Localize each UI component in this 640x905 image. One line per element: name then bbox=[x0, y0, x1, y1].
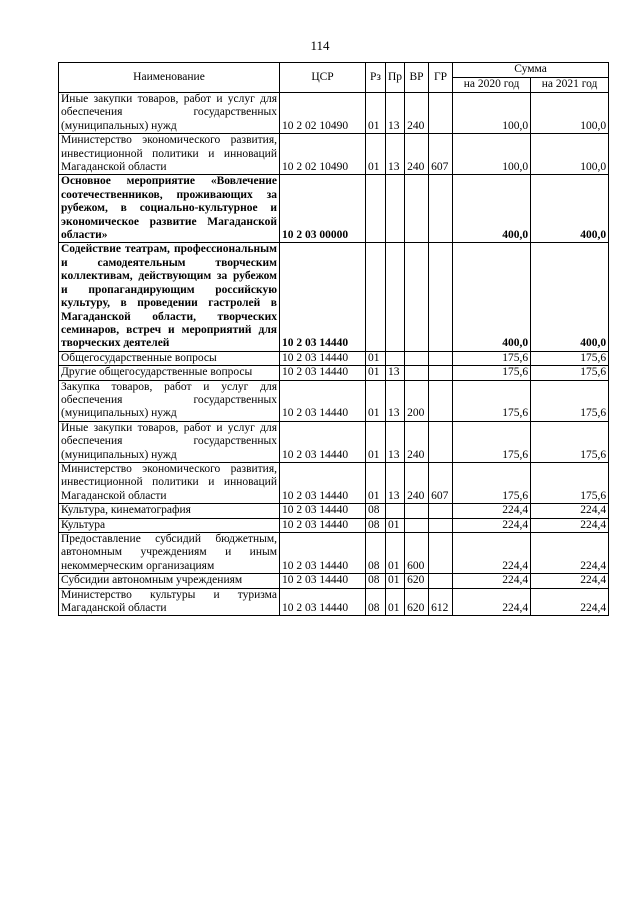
cell-rz: 08 bbox=[366, 574, 386, 588]
cell-name: Предоставление субсидий бюджетным, автономным учреждениям и иным некоммерческим организациям bbox=[59, 533, 280, 574]
cell-vr: 200 bbox=[405, 380, 429, 421]
cell-pr: 13 bbox=[386, 134, 405, 175]
cell-gr bbox=[429, 366, 453, 380]
cell-gr bbox=[429, 380, 453, 421]
cell-csr: 10 2 03 14440 bbox=[280, 504, 366, 518]
page-number: 114 bbox=[310, 38, 330, 53]
cell-vr bbox=[405, 243, 429, 351]
cell-rz: 08 bbox=[366, 518, 386, 532]
cell-csr: 10 2 03 14440 bbox=[280, 366, 366, 380]
cell-sum-2020: 224,4 bbox=[453, 518, 531, 532]
cell-sum-2021: 175,6 bbox=[531, 462, 609, 503]
cell-pr: 01 bbox=[386, 588, 405, 616]
cell-sum-2020: 400,0 bbox=[453, 243, 531, 351]
cell-sum-2021: 400,0 bbox=[531, 243, 609, 351]
cell-csr: 10 2 03 14440 bbox=[280, 421, 366, 462]
table-body bbox=[59, 93, 609, 616]
cell-csr: 10 2 03 14440 bbox=[280, 351, 366, 365]
cell-pr: 01 bbox=[386, 533, 405, 574]
cell-gr: 607 bbox=[429, 134, 453, 175]
cell-gr bbox=[429, 574, 453, 588]
header-gr: ГР bbox=[429, 63, 453, 93]
cell-name: Субсидии автономным учреждениям bbox=[59, 574, 280, 588]
cell-vr: 620 bbox=[405, 574, 429, 588]
cell-sum-2020: 175,6 bbox=[453, 421, 531, 462]
cell-csr: 10 2 03 14440 bbox=[280, 380, 366, 421]
cell-pr: 13 bbox=[386, 380, 405, 421]
cell-gr: 612 bbox=[429, 588, 453, 616]
cell-csr: 10 2 03 14440 bbox=[280, 462, 366, 503]
cell-gr bbox=[429, 518, 453, 532]
cell-rz bbox=[366, 175, 386, 243]
cell-vr: 240 bbox=[405, 421, 429, 462]
header-csr: ЦСР bbox=[280, 63, 366, 93]
cell-sum-2021: 175,6 bbox=[531, 366, 609, 380]
cell-name: Общегосударственные вопросы bbox=[59, 351, 280, 365]
cell-vr: 240 bbox=[405, 134, 429, 175]
header-vr: ВР bbox=[405, 63, 429, 93]
cell-pr bbox=[386, 504, 405, 518]
table-row bbox=[59, 533, 609, 574]
cell-vr bbox=[405, 518, 429, 532]
cell-vr: 600 bbox=[405, 533, 429, 574]
cell-name: Культура, кинематография bbox=[59, 504, 280, 518]
cell-sum-2021: 224,4 bbox=[531, 504, 609, 518]
cell-pr bbox=[386, 243, 405, 351]
header-pr: Пр bbox=[386, 63, 405, 93]
table-row bbox=[59, 504, 609, 518]
cell-csr: 10 2 03 00000 bbox=[280, 175, 366, 243]
cell-pr: 01 bbox=[386, 518, 405, 532]
cell-rz: 08 bbox=[366, 588, 386, 616]
cell-rz: 01 bbox=[366, 93, 386, 134]
cell-name: Культура bbox=[59, 518, 280, 532]
cell-name: Иные закупки товаров, работ и услуг для обеспечения государственных (муниципальных) нужд bbox=[59, 421, 280, 462]
cell-sum-2020: 175,6 bbox=[453, 380, 531, 421]
cell-vr: 620 bbox=[405, 588, 429, 616]
cell-gr: 607 bbox=[429, 462, 453, 503]
cell-gr bbox=[429, 533, 453, 574]
cell-gr bbox=[429, 243, 453, 351]
cell-sum-2021: 100,0 bbox=[531, 134, 609, 175]
table-row bbox=[59, 518, 609, 532]
table-row bbox=[59, 175, 609, 243]
cell-sum-2020: 100,0 bbox=[453, 93, 531, 134]
table-row bbox=[59, 574, 609, 588]
header-2020: на 2020 год bbox=[453, 78, 531, 93]
cell-vr bbox=[405, 504, 429, 518]
cell-name: Министерство культуры и туризма Магаданской области bbox=[59, 588, 280, 616]
cell-sum-2020: 175,6 bbox=[453, 366, 531, 380]
cell-vr bbox=[405, 175, 429, 243]
cell-sum-2021: 224,4 bbox=[531, 588, 609, 616]
cell-pr bbox=[386, 351, 405, 365]
cell-gr bbox=[429, 175, 453, 243]
cell-sum-2020: 400,0 bbox=[453, 175, 531, 243]
cell-sum-2020: 224,4 bbox=[453, 588, 531, 616]
cell-vr bbox=[405, 351, 429, 365]
cell-name: Министерство экономического развития, инвестиционной политики и инноваций Магаданской области bbox=[59, 462, 280, 503]
cell-pr: 13 bbox=[386, 93, 405, 134]
cell-name: Закупка товаров, работ и услуг для обеспечения государственных (муниципальных) нужд bbox=[59, 380, 280, 421]
cell-pr: 13 bbox=[386, 366, 405, 380]
cell-sum-2020: 175,6 bbox=[453, 462, 531, 503]
cell-vr bbox=[405, 366, 429, 380]
table-header bbox=[59, 63, 609, 93]
cell-gr bbox=[429, 351, 453, 365]
table-row bbox=[59, 588, 609, 616]
cell-rz: 08 bbox=[366, 504, 386, 518]
cell-rz: 01 bbox=[366, 134, 386, 175]
cell-sum-2021: 100,0 bbox=[531, 93, 609, 134]
cell-sum-2021: 175,6 bbox=[531, 351, 609, 365]
cell-pr bbox=[386, 175, 405, 243]
cell-gr bbox=[429, 504, 453, 518]
table-row bbox=[59, 351, 609, 365]
cell-gr bbox=[429, 421, 453, 462]
cell-pr: 13 bbox=[386, 421, 405, 462]
cell-rz: 01 bbox=[366, 380, 386, 421]
budget-table bbox=[58, 62, 609, 616]
cell-rz: 01 bbox=[366, 421, 386, 462]
header-sum: Сумма bbox=[453, 63, 609, 78]
table-row bbox=[59, 462, 609, 503]
cell-sum-2021: 175,6 bbox=[531, 380, 609, 421]
table-row bbox=[59, 243, 609, 351]
cell-pr: 01 bbox=[386, 574, 405, 588]
table-row bbox=[59, 366, 609, 380]
cell-csr: 10 2 02 10490 bbox=[280, 93, 366, 134]
cell-sum-2021: 175,6 bbox=[531, 421, 609, 462]
cell-gr bbox=[429, 93, 453, 134]
cell-rz: 01 bbox=[366, 351, 386, 365]
cell-name: Содействие театрам, профессиональным и самодеятельным творческим коллективам, действующим за рубежом и пропагандирующим российскую культуру, в проведении гастролей в Магаданской области, творческих семинаров, встреч и мероприятий для творческих деятелей bbox=[59, 243, 280, 351]
table-row bbox=[59, 421, 609, 462]
cell-sum-2021: 400,0 bbox=[531, 175, 609, 243]
cell-csr: 10 2 03 14440 bbox=[280, 533, 366, 574]
table-row bbox=[59, 134, 609, 175]
cell-rz bbox=[366, 243, 386, 351]
cell-vr: 240 bbox=[405, 93, 429, 134]
cell-name: Другие общегосударственные вопросы bbox=[59, 366, 280, 380]
header-rz: Рз bbox=[366, 63, 386, 93]
cell-sum-2021: 224,4 bbox=[531, 533, 609, 574]
cell-csr: 10 2 02 10490 bbox=[280, 134, 366, 175]
table-row bbox=[59, 93, 609, 134]
cell-csr: 10 2 03 14440 bbox=[280, 588, 366, 616]
cell-csr: 10 2 03 14440 bbox=[280, 243, 366, 351]
cell-rz: 08 bbox=[366, 533, 386, 574]
cell-sum-2020: 224,4 bbox=[453, 574, 531, 588]
cell-vr: 240 bbox=[405, 462, 429, 503]
cell-csr: 10 2 03 14440 bbox=[280, 574, 366, 588]
header-2021: на 2021 год bbox=[531, 78, 609, 93]
cell-csr: 10 2 03 14440 bbox=[280, 518, 366, 532]
cell-name: Основное мероприятие «Вовлечение соотечественников, проживающих за рубежом, в социально-культурное и экономическое развитие Магаданской области» bbox=[59, 175, 280, 243]
cell-name: Министерство экономического развития, инвестиционной политики и инноваций Магаданской области bbox=[59, 134, 280, 175]
cell-sum-2020: 224,4 bbox=[453, 504, 531, 518]
cell-sum-2020: 224,4 bbox=[453, 533, 531, 574]
cell-pr: 13 bbox=[386, 462, 405, 503]
cell-sum-2020: 100,0 bbox=[453, 134, 531, 175]
cell-sum-2020: 175,6 bbox=[453, 351, 531, 365]
cell-name: Иные закупки товаров, работ и услуг для обеспечения государственных (муниципальных) нужд bbox=[59, 93, 280, 134]
cell-rz: 01 bbox=[366, 462, 386, 503]
cell-sum-2021: 224,4 bbox=[531, 574, 609, 588]
cell-sum-2021: 224,4 bbox=[531, 518, 609, 532]
header-name: Наименование bbox=[59, 63, 280, 93]
cell-rz: 01 bbox=[366, 366, 386, 380]
table-row bbox=[59, 380, 609, 421]
